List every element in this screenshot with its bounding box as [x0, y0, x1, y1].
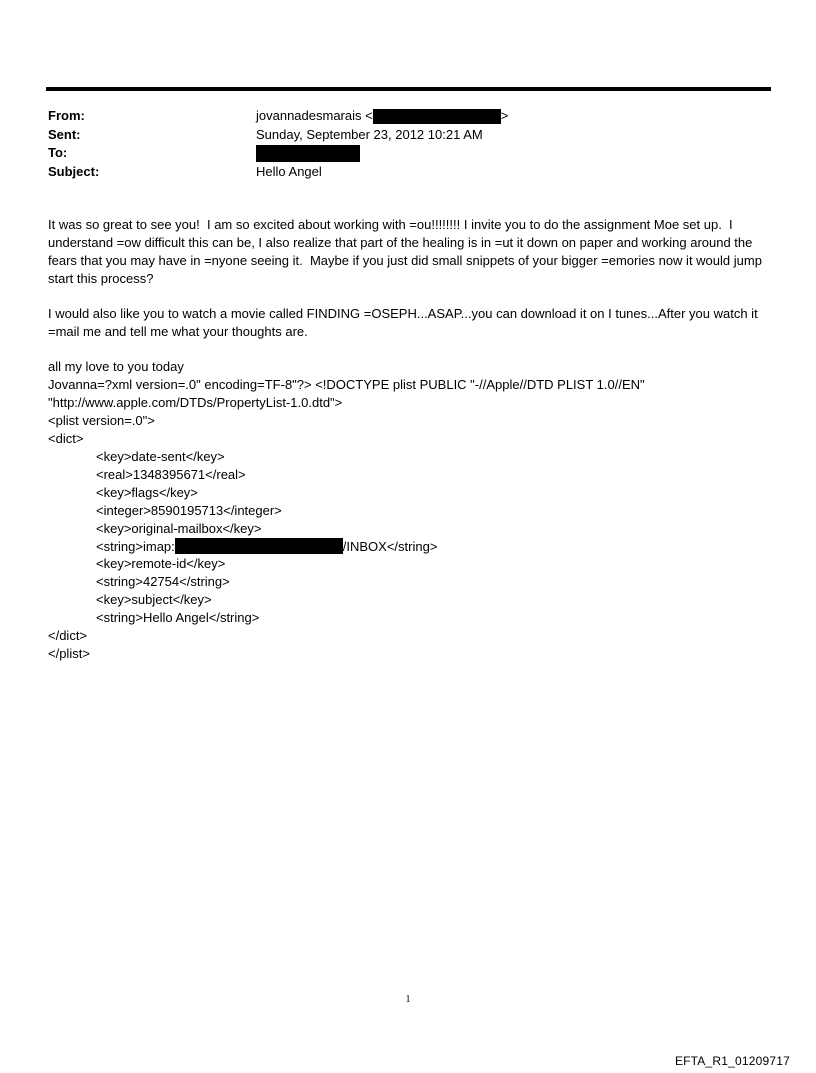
value-remote-id: <string>42754</string>	[96, 574, 230, 590]
mailbox-prefix: <string>imap:	[96, 538, 175, 554]
to-label: To:	[48, 145, 68, 160]
email-header	[48, 107, 508, 181]
email-body	[48, 216, 772, 663]
key-remote-id: <key>remote-id</key>	[96, 556, 226, 572]
value-subject: <string>Hello Angel</string>	[96, 610, 260, 626]
sent-value: Sunday, September 23, 2012 10:21 AM	[256, 126, 483, 142]
header-rule	[46, 87, 771, 91]
plist-close: </plist>	[48, 645, 90, 661]
subject-value: Hello Angel	[256, 163, 322, 179]
bates-number: EFTA_R1_01209717	[674, 1054, 790, 1068]
doctype-url-line: "http://www.apple.com/DTDs/PropertyList-1.0.dtd">	[48, 395, 343, 411]
to-value	[256, 144, 360, 163]
signature-line: all my love to you today	[48, 359, 184, 375]
sent-label: Sent:	[48, 126, 81, 142]
body-paragraph-2: I would also like you to watch a movie called FINDING =OSEPH...ASAP...you can download it on I tunes...After you watch it =mail me and tell me what your thoughts are.	[48, 306, 762, 340]
key-original-mailbox: <key>original-mailbox</key>	[96, 520, 262, 536]
value-date-sent: <real>1348395671</real>	[96, 466, 246, 482]
signature-xml-line: Jovanna=?xml version=.0" encoding=TF-8"?> <!DOCTYPE plist PUBLIC "-//Apple//DTD PLIST 1.0//EN"	[48, 377, 645, 393]
to-row	[48, 144, 508, 163]
key-date-sent: <key>date-sent</key>	[96, 448, 225, 464]
key-flags: <key>flags</key>	[96, 484, 198, 500]
value-flags: <integer>8590195713</integer>	[96, 502, 282, 518]
from-value	[256, 107, 508, 126]
redaction-block	[256, 145, 360, 162]
from-label: From:	[48, 108, 85, 123]
redaction-block	[175, 538, 343, 554]
subject-label: Subject:	[48, 163, 100, 179]
from-suffix: >	[500, 108, 509, 123]
redaction-block	[373, 109, 501, 124]
subject-row	[48, 163, 508, 182]
body-paragraph-1: It was so great to see you! I am so excited about working with =ou!!!!!!!! I invite you to do the assignment Moe set up. I understand =ow difficult this can be, I also realize that part of the healing is in =ut it down on paper and working around the fears that you may have in =nyone seeing it. Maybe if you just did small snippets of your bigger =emories now it would jump start this process?	[48, 217, 766, 286]
dict-open: <dict>	[48, 431, 84, 447]
from-row	[48, 107, 508, 126]
key-subject: <key>subject</key>	[96, 592, 212, 608]
plist-open: <plist version=.0">	[48, 413, 155, 429]
from-name: jovannadesmarais <	[256, 108, 373, 123]
value-original-mailbox	[48, 538, 772, 556]
mailbox-suffix: /INBOX</string>	[342, 538, 438, 554]
page-number: 1	[405, 994, 411, 1005]
dict-close: </dict>	[48, 628, 88, 644]
sent-row	[48, 126, 508, 145]
